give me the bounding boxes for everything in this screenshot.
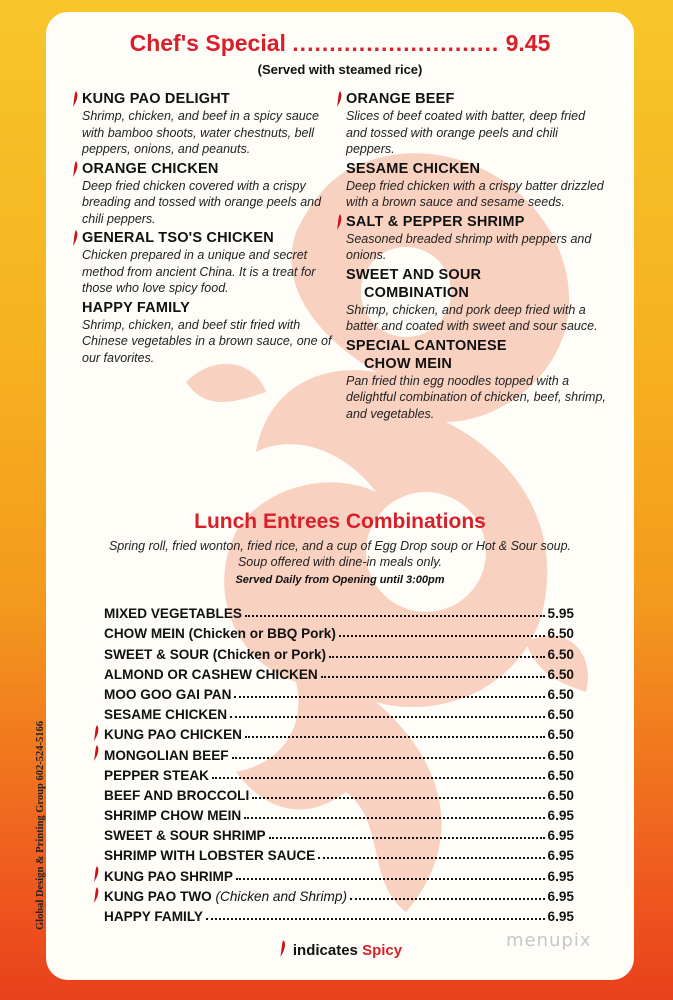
lunch-item-name: SHRIMP WITH LOBSTER SAUCE [104, 848, 316, 864]
lunch-item-row [104, 742, 574, 762]
lunch-item-row [104, 803, 574, 823]
lunch-item-row [104, 722, 574, 742]
dot-leader [234, 696, 544, 698]
lunch-item-row [104, 843, 574, 863]
menu-card [46, 12, 634, 980]
special-item: HAPPY FAMILY Shrimp, chicken, and beef stir fried with Chinese vegetables in a brown sauce, one of our favorites. [82, 299, 332, 365]
lunch-item-row [104, 904, 574, 924]
lunch-item-name: BEEF AND BROCCOLI [104, 787, 250, 803]
special-item: SWEET AND SOUR COMBINATION Shrimp, chicken, and pork deep fried with a batter and coated with sweet and sour sauce. [346, 266, 598, 333]
chili-pepper-icon [71, 161, 79, 177]
lunch-item-name: SESAME CHICKEN [104, 707, 228, 723]
lunch-item-row [104, 601, 574, 621]
lunch-item-price: 6.95 [547, 868, 574, 884]
chili-pepper-icon [278, 940, 287, 957]
lunch-item-name: CHOW MEIN (Chicken or BBQ Pork) [104, 626, 336, 642]
lunch-item-name: SHRIMP CHOW MEIN [104, 808, 242, 824]
dot-leader [232, 757, 545, 759]
lunch-item-price: 6.50 [547, 747, 574, 763]
lunch-item-row [104, 863, 574, 883]
lunch-item-price: 6.50 [547, 767, 574, 783]
dot-leader [230, 716, 544, 718]
lunch-item-name: SWEET & SOUR (Chicken or Pork) [104, 646, 327, 662]
special-item: KUNG PAO DELIGHT Shrimp, chicken, and beef in a spicy sauce with bamboo shoots, water chestnuts, bell peppers, onions, and peanuts. [82, 90, 332, 158]
chili-pepper-icon [92, 887, 100, 903]
spicy-legend: indicates Spicy [46, 940, 634, 959]
lunch-item-price: 6.50 [547, 626, 574, 642]
special-item: SPECIAL CANTONESE CHOW MEIN Pan fried thin egg noodles topped with a delightful combination of chicken, beef, shrimp, and vegetables. [346, 337, 606, 421]
lunch-item-price: 6.50 [547, 686, 574, 702]
chefs-special-title: Chef's Special ............................ 9.45 [129, 30, 551, 56]
dot-leader [321, 676, 545, 678]
chili-pepper-icon [335, 214, 343, 230]
dot-leader [244, 817, 544, 819]
dot-leader [245, 615, 545, 617]
lunch-item-row [104, 682, 574, 702]
menupix-watermark: menupix [506, 930, 592, 951]
special-item: SESAME CHICKEN Deep fried chicken with a crispy batter drizzled with a brown sauce and sesame seeds. [346, 160, 604, 209]
lunch-item-name: ALMOND OR CASHEW CHICKEN [104, 666, 318, 682]
lunch-item-name: KUNG PAO CHICKEN [104, 727, 242, 743]
lunch-item-row [104, 621, 574, 641]
special-item: ORANGE BEEF Slices of beef coated with batter, deep fried and tossed with orange peels and chili peppers. [346, 90, 606, 158]
lunch-item-name: KUNG PAO TWO (Chicken and Shrimp) [104, 888, 347, 904]
special-item: ORANGE CHICKEN Deep fried chicken covered with a crispy breading and tossed with orange peels and chili peppers. [82, 160, 332, 228]
dot-leader [236, 878, 545, 880]
lunch-item-price: 6.50 [547, 727, 574, 743]
lunch-served-hours: Served Daily from Opening until 3:00pm [235, 574, 445, 586]
lunch-item-price: 6.95 [547, 828, 574, 844]
lunch-item-name: PEPPER STEAK [104, 767, 209, 783]
lunch-item-row [104, 763, 574, 783]
lunch-item-price: 6.95 [547, 808, 574, 824]
lunch-item-row [104, 702, 574, 722]
chili-pepper-icon [71, 91, 79, 107]
dot-leader [339, 635, 545, 637]
chili-pepper-icon [92, 866, 100, 882]
lunch-item-price: 5.95 [547, 606, 574, 622]
dot-leader [212, 777, 545, 779]
dot-leader [245, 736, 545, 738]
lunch-item-price: 6.50 [547, 707, 574, 723]
lunch-item-name: KUNG PAO SHRIMP [104, 868, 233, 884]
lunch-item-price: 6.95 [547, 848, 574, 864]
lunch-title: Lunch Entrees Combinations [194, 510, 486, 533]
chili-pepper-icon [71, 230, 79, 246]
chefs-special-left-column [82, 90, 332, 368]
chefs-special-right-column [346, 90, 606, 424]
lunch-item-name: HAPPY FAMILY [104, 909, 203, 924]
printer-credit: Global Design & Printing Group 602-524-5166 [35, 721, 46, 930]
lunch-note: Spring roll, fried wonton, fried rice, and a cup of Egg Drop soup or Hot & Sour soup. Soup offered with dine-in meals only. [108, 539, 572, 569]
dot-leader [269, 837, 545, 839]
dot-leader [318, 857, 544, 859]
lunch-item-row [104, 783, 574, 803]
lunch-item-price: 6.95 [547, 888, 574, 904]
lunch-item-price: 6.50 [547, 646, 574, 662]
chili-pepper-icon [92, 725, 100, 741]
lunch-item-price: 6.95 [547, 909, 574, 924]
special-item: GENERAL TSO'S CHICKEN Chicken prepared in a unique and secret method from ancient China. It is a treat for those who love spicy food. [82, 229, 332, 297]
lunch-item-name: MOO GOO GAI PAN [104, 686, 232, 702]
lunch-item-row [104, 641, 574, 661]
lunch-item-price: 6.50 [547, 787, 574, 803]
dot-leader [350, 898, 545, 900]
lunch-list [104, 601, 574, 924]
chili-pepper-icon [335, 91, 343, 107]
dot-leader [329, 656, 544, 658]
lunch-item-row [104, 823, 574, 843]
lunch-item-row [104, 662, 574, 682]
lunch-item-price: 6.50 [547, 666, 574, 682]
lunch-item-row [104, 884, 574, 904]
dot-leader [206, 918, 545, 920]
dot-leader [252, 797, 544, 799]
lunch-item-name: MONGOLIAN BEEF [104, 747, 229, 763]
lunch-item-name: SWEET & SOUR SHRIMP [104, 828, 266, 844]
chefs-special-subtitle: (Served with steamed rice) [257, 62, 423, 77]
chefs-special-price: 9.45 [505, 30, 551, 56]
special-item: SALT & PEPPER SHRIMP Seasoned breaded shrimp with peppers and onions. [346, 213, 606, 264]
lunch-item-name: MIXED VEGETABLES [104, 606, 242, 622]
chili-pepper-icon [92, 745, 100, 761]
